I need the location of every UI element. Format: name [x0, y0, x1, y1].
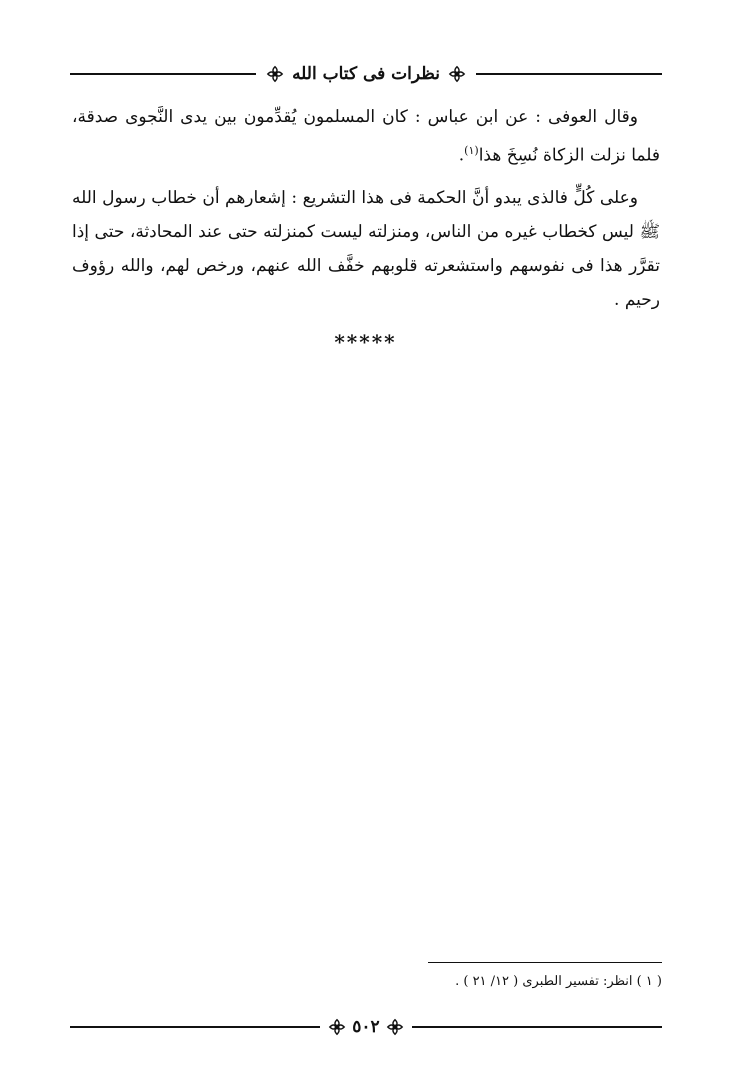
ornament-icon	[448, 65, 466, 83]
footnote-rule	[428, 962, 662, 963]
ornament-icon	[266, 65, 284, 83]
ornament-icon	[386, 1018, 404, 1036]
footer-rule-left	[70, 1026, 320, 1028]
header-rule-right	[476, 73, 662, 75]
paragraph-1-end: .	[458, 145, 465, 166]
paragraph-1-text: وقال العوفى : عن ابن عباس : كان المسلمون يُقدِّمون بين يدى النَّجوى صدقة، فلما نزلت الزكاة نُسِخَ هذا	[72, 107, 660, 166]
main-text	[72, 100, 660, 317]
ornament-icon	[328, 1018, 346, 1036]
section-separator: *****	[334, 330, 397, 354]
page-footer	[70, 1010, 662, 1044]
footnote: ( ١ ) انظر: تفسير الطبرى ( ١٢/ ٢١ ) .	[455, 974, 662, 989]
page-number-group	[320, 1017, 411, 1037]
header-rule-left	[70, 73, 256, 75]
footnote-reference: (١)	[464, 144, 479, 157]
paragraph-2-text: وعلى كُلٍّ فالذى يبدو أنَّ الحكمة فى هذا التشريع : إشعارهم أن خطاب رسول الله ﷺ ليس كخطاب غيره من الناس، ومنزلته ليست كمنزلته حتى عند المحادثة، حتى إذا تقرَّر هذا فى نفوسهم واستشعرته قلوبهم خفَّف الله عنهم، ورخص لهم، والله رؤوف رحيم .	[72, 187, 660, 310]
paragraph-1	[72, 100, 660, 173]
paragraph-2	[72, 181, 660, 317]
header-title-group	[256, 64, 476, 84]
running-header	[70, 56, 662, 92]
header-title: نظرات فى كتاب الله	[292, 64, 440, 84]
footer-rule-right	[412, 1026, 662, 1028]
page-number: ٥٠٢	[352, 1017, 380, 1037]
